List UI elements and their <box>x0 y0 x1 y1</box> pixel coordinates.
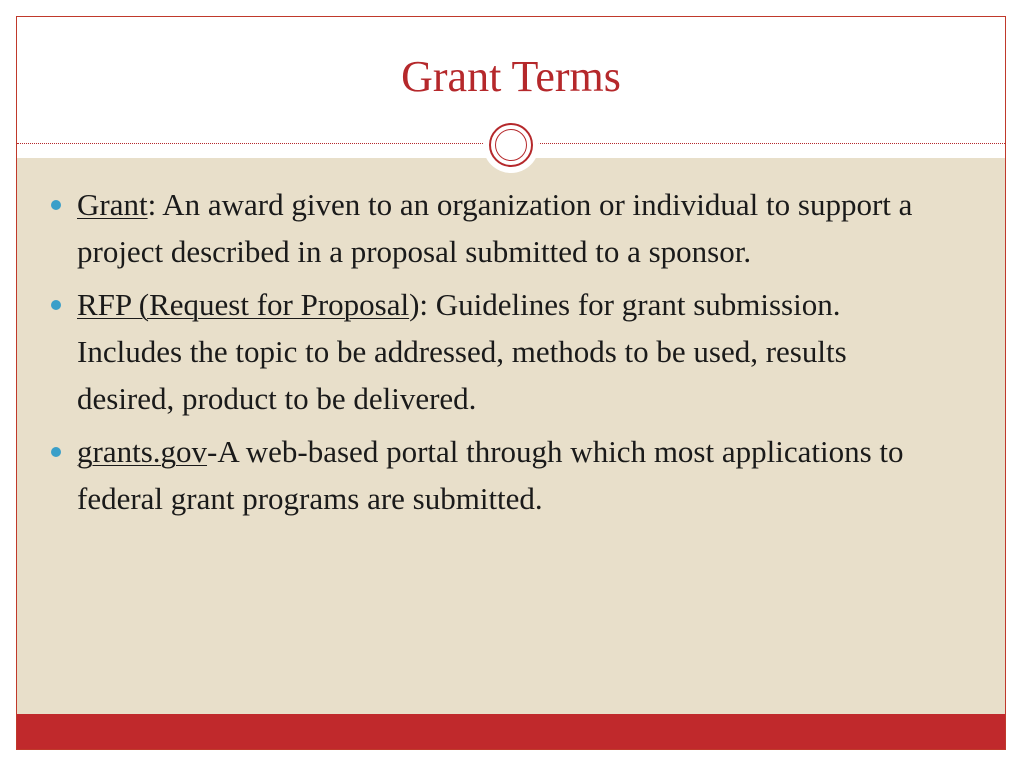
bullet-item-grant <box>47 181 947 275</box>
concentric-circle-icon <box>483 117 539 173</box>
slide <box>16 16 1006 750</box>
bullet-item-grants-gov <box>47 428 947 522</box>
bullet-list <box>47 181 947 528</box>
definition-grants-gov: -A web-based portal through which most applications to federal grant programs are submitted. <box>77 434 904 516</box>
footer-bar <box>17 714 1005 749</box>
bullet-dot-icon <box>51 447 61 457</box>
definition-rfp: ): Guidelines for grant submission. Includes the topic to be addressed, methods to be used, results desired, product to be delivered. <box>77 287 847 416</box>
term-grants-gov: grants.gov <box>77 434 208 469</box>
definition-grant: : An award given to an organization or individual to support a project described in a proposal submitted to a sponsor. <box>77 187 913 269</box>
slide-title: Grant Terms <box>401 52 621 101</box>
term-rfp: RFP (Request for Proposal <box>77 287 410 322</box>
bullet-dot-icon <box>51 200 61 210</box>
term-grant: Grant <box>77 187 148 222</box>
ring-outer-stroke <box>489 123 533 167</box>
bullet-item-rfp <box>47 281 947 422</box>
ring-inner-stroke <box>495 129 527 161</box>
bullet-dot-icon <box>51 300 61 310</box>
